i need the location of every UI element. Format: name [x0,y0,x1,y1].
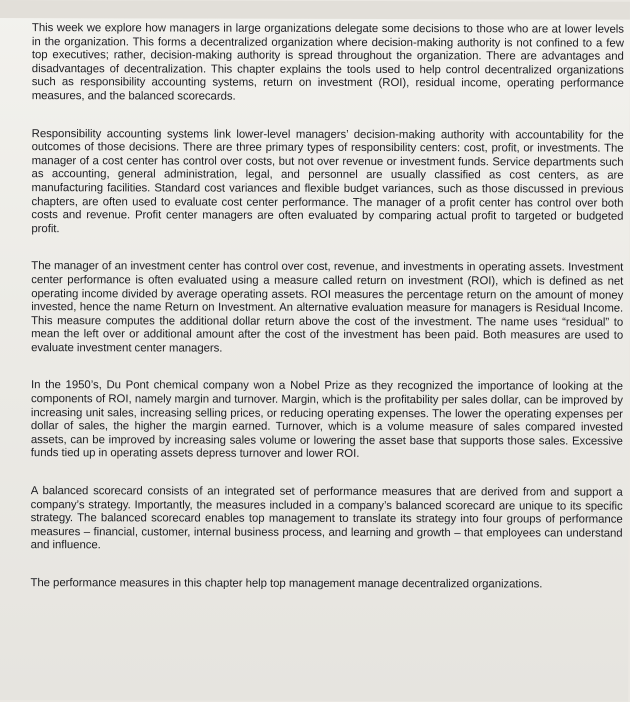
paragraph-du-pont: In the 1950’s, Du Pont chemical company won a Nobel Prize as they recognized the importance of looking at the components of ROI, namely margin and turnover. Margin, which is the profitability per sales dollar, can be improved by increasing unit sales, increasing selling prices, or reducing operating expenses. The lower the operating expenses per dollar of sales, the higher the margin earned. Turnover, which is a volume measure of sales compared invested assets, can be improved by increasing sales volume or lowering the asset base that supports those sales. Excessive funds tied up in operating assets depress turnover and lower ROI. [30,379,624,461]
paragraph-balanced-scorecard: A balanced scorecard consists of an integrated set of performance measures that are derived from and support a company’s strategy. Importantly, the measures included in a company’s balanced scorecard are unique to its specific strategy. The balanced scorecard enables top management to translate its strategy into four groups of performance measures – financial, customer, internal business process, and learning and growth – that employees can understand and influence. [30,485,623,552]
paragraph-decentralization-intro: This week we explore how managers in large organizations delegate some decisions to those who are at lower levels in the organization. This forms a decentralized organization where decision-making authority is not confined to a few top executives; rather, decision-making authority is spread throughout the organization. There are advantages and disadvantages of decentralization. This chapter explains the tools used to help control decentralized organizations such as responsibility accounting systems, return on investment (ROI), residual income, operating performance measures, and the balanced scorecards. [31,22,624,103]
paragraph-responsibility-accounting: Responsibility accounting systems link lower-level managers’ decision-making authority with accountability for the outcomes of those decisions. There are three primary types of responsibility centers: cost, profit, or investments. The manager of a cost center has control over costs, but not over revenue or investment funds. Service departments such as accounting, general administration, legal, and personnel are usually classified as cost centers, as are manufacturing facilities. Standard cost variances and flexible budget variances, such as those discussed in previous chapters, are often used to evaluate cost center performance. The manager of a profit center has control over both costs and revenue. Profit center managers are often evaluated by comparing actual profit to targeted or budgeted profit. [31,127,624,235]
paragraph-conclusion: The performance measures in this chapter help top management manage decentralized organizations. [30,577,543,591]
paragraph-investment-center: The manager of an investment center has control over cost, revenue, and investments in operating assets. Investment center performance is often evaluated using a measure called return on investment (ROI), which is defined as net operating income divided by average operating assets. ROI measures the percentage return on the amount of money invested, hence the name Return on Investment. An alternative evaluation measure for managers is Residual Income. This measure computes the additional dollar return above the cost of the investment. The name uses “residual” to mean the left over or additional amount after the cost of the investment has been paid. Both measures are used to evaluate investment center managers. [31,260,624,355]
page-corner-shadow [570,1,630,17]
